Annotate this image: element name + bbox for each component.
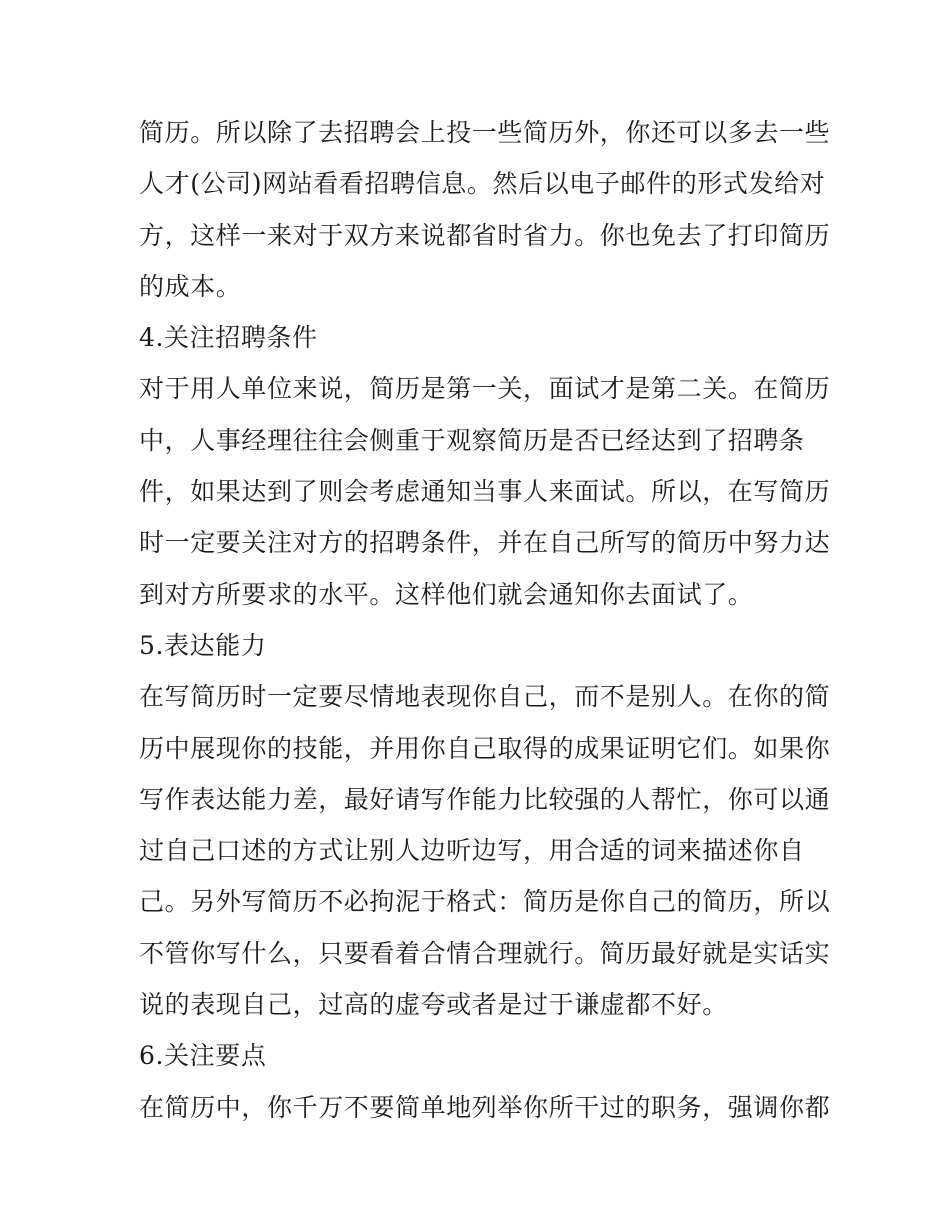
paragraph-line: 时一定要关注对方的招聘条件，并在自己所写的简历中努力达 (139, 528, 831, 558)
paragraph-line: 在写简历时一定要尽情地表现你自己，而不是别人。在你的简 (139, 682, 831, 712)
paragraph-line: 过自己口述的方式让别人边听边写，用合适的词来描述你自 (139, 836, 805, 866)
paragraph-line: 不管你写什么，只要看着合情合理就行。简历最好就是实话实 (139, 938, 831, 968)
section-heading: 4.关注招聘条件 (139, 323, 318, 353)
paragraph-line: 人才(公司)网站看看招聘信息。然后以电子邮件的形式发给对 (139, 169, 826, 199)
paragraph-line: 中，人事经理往往会侧重于观察简历是否已经达到了招聘条 (139, 425, 805, 455)
paragraph-line: 对于用人单位来说，简历是第一关，面试才是第二关。在简历 (139, 374, 831, 404)
paragraph-line: 方，这样一来对于双方来说都省时省力。你也免去了打印简历 (139, 220, 831, 250)
paragraph-line: 到对方所要求的水平。这样他们就会通知你去面试了。 (139, 579, 754, 609)
paragraph-line: 写作表达能力差，最好请写作能力比较强的人帮忙，你可以通 (139, 784, 831, 814)
paragraph-line: 在简历中，你千万不要简单地列举你所干过的职务，强调你都 (139, 1092, 831, 1122)
section-heading: 5.表达能力 (139, 630, 267, 660)
document-body (139, 107, 831, 1133)
paragraph-line: 的成本。 (139, 271, 242, 301)
paragraph-line: 简历。所以除了去招聘会上投一些简历外，你还可以多去一些 (139, 118, 831, 147)
paragraph-line: 历中展现你的技能，并用你自己取得的成果证明它们。如果你 (139, 733, 831, 763)
section-heading: 6.关注要点 (139, 1041, 267, 1071)
paragraph-line: 说的表现自己，过高的虚夸或者是过于谦虚都不好。 (139, 990, 728, 1020)
paragraph-line: 己。另外写简历不必拘泥于格式：简历是你自己的简历，所以 (139, 887, 831, 917)
paragraph-line: 件，如果达到了则会考虑通知当事人来面试。所以，在写简历 (139, 477, 831, 507)
